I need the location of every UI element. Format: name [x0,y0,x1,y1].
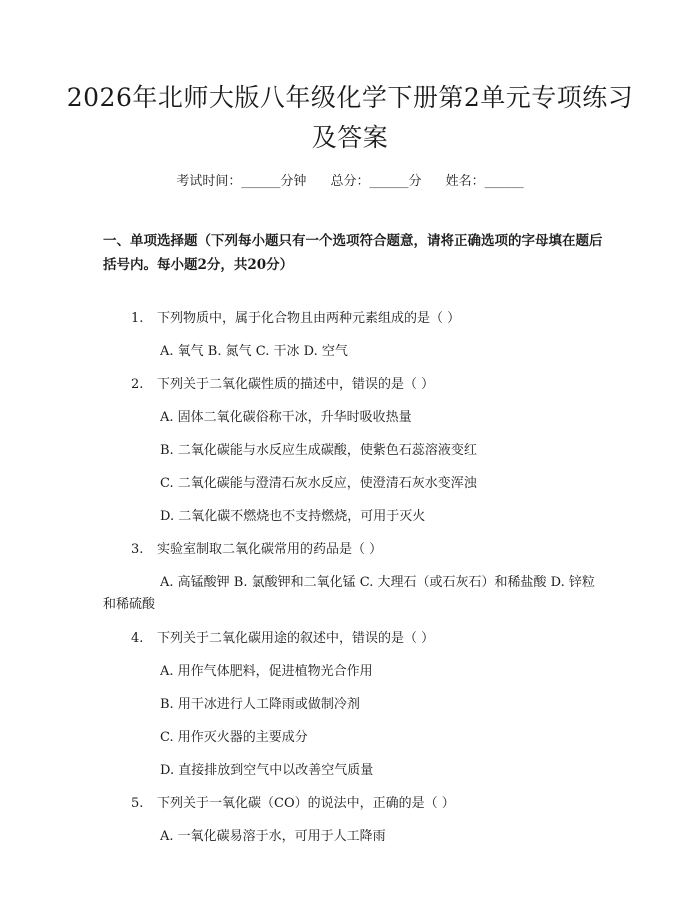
option-b: B. 二氧化碳能与水反应生成碳酸，使紫色石蕊溶液变红 [160,443,477,458]
question-text: 下列关于二氧化碳用途的叙述中，错误的是（ ） [157,631,435,646]
question-number: 1. [131,311,144,326]
question-number: 5. [131,796,144,811]
option-d: D. 直接排放到空气中以改善空气质量 [160,763,374,778]
question-text: 下列关于二氧化碳性质的描述中，错误的是（ ） [157,377,435,392]
option-c: C. 用作灭火器的主要成分 [160,730,308,745]
option-c: C. 二氧化碳能与澄清石灰水反应，使澄清石灰水变浑浊 [160,476,477,491]
option-a: A. 固体二氧化碳俗称干冰，升华时吸收热量 [160,410,412,425]
total-score-field: 总分：______分 [330,174,422,189]
question-number: 2. [131,377,144,392]
exam-time-field: 考试时间：______分钟 [176,174,307,189]
option-d: D. 二氧化碳不燃烧也不支持燃烧，可用于灭火 [160,509,426,524]
question-1 [131,308,460,330]
option-a: A. 用作气体肥料，促进植物光合作用 [160,664,373,679]
question-2 [131,374,434,396]
student-name-field: 姓名：______ [445,174,524,189]
question-3-options: A. 高锰酸钾 B. 氯酸钾和二氧化锰 C. 大理石（或石灰石）和稀盐酸 D. 锌粒和稀硫酸 [103,575,595,612]
section-heading: 一、单项选择题（下列每小题只有一个选项符合题意，请将正确选项的字母填在题后括号内。每小题2分，共20分） [103,233,603,273]
question-text: 实验室制取二氧化碳常用的药品是（ ） [157,542,383,557]
option-a: A. 一氧化碳易溶于水，可用于人工降雨 [160,829,386,844]
question-3 [131,539,382,561]
option-b: B. 用干冰进行人工降雨或做制冷剂 [160,697,360,712]
exam-info-row [0,170,700,189]
question-number: 3. [131,542,144,557]
question-text: 下列物质中，属于化合物且由两种元素组成的是（ ） [157,311,461,326]
question-number: 4. [131,631,144,646]
question-5 [131,793,455,815]
question-4 [131,628,434,650]
question-text: 下列关于一氧化碳（CO）的说法中，正确的是（ ） [157,796,455,811]
document-title: 2026年北师大版八年级化学下册第2单元专项练习及答案 [66,83,634,152]
question-1-options: A. 氧气 B. 氮气 C. 干冰 D. 空气 [160,344,348,359]
